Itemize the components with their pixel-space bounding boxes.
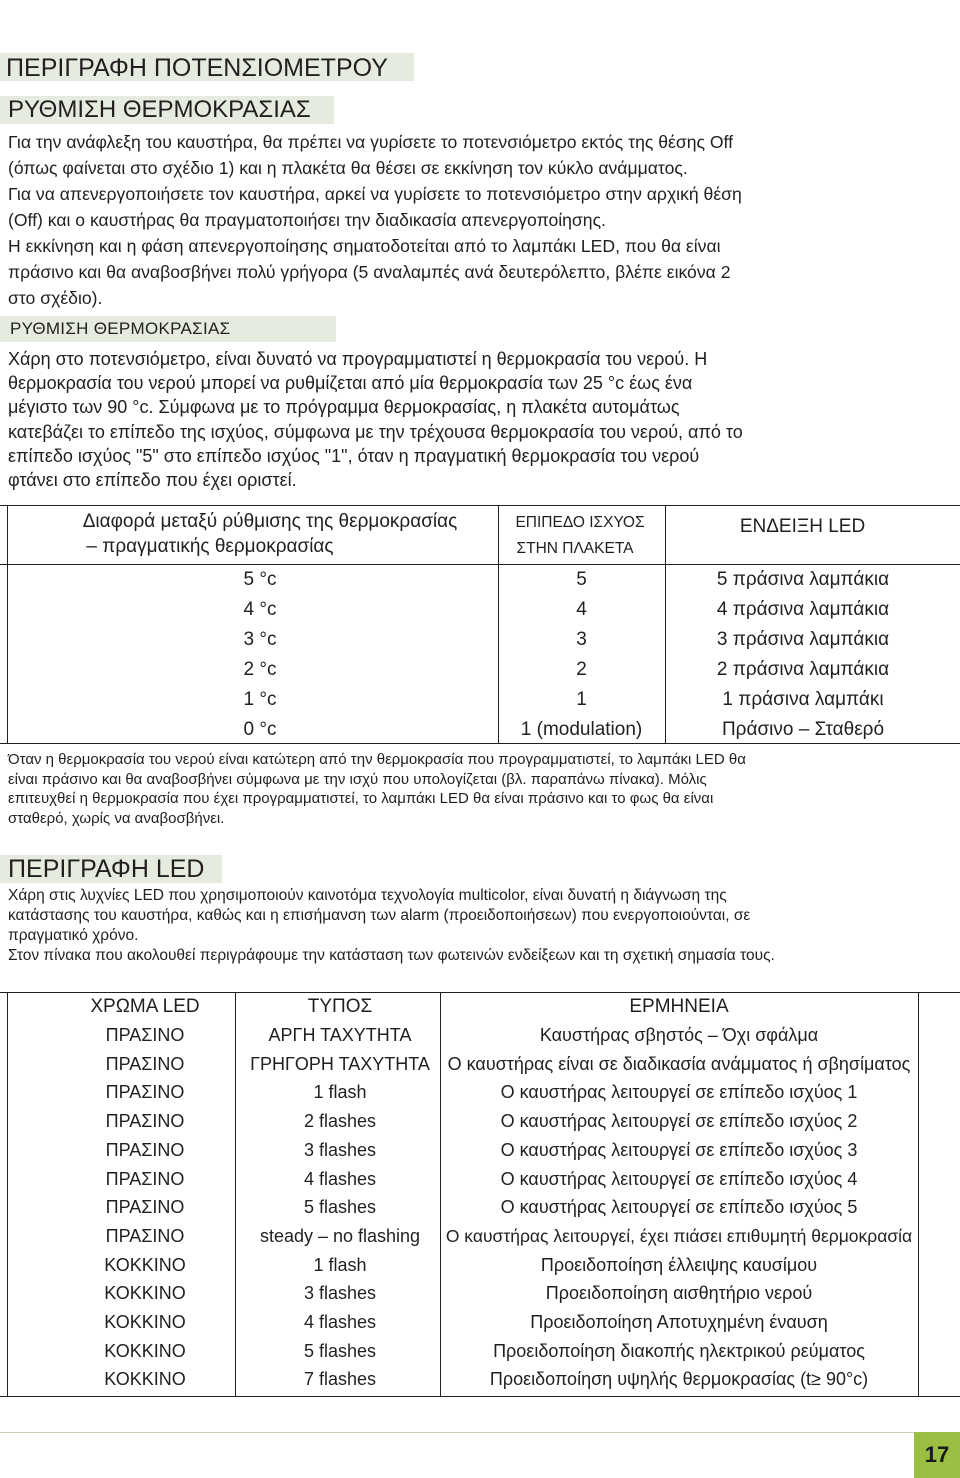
paragraph-line: πραγματικό χρόνο.	[8, 927, 139, 944]
paragraph-line: (Off) και ο καυστήρας θα πραγματοποιήσει την διαδικασία απενεργοποίησης.	[8, 210, 606, 230]
tt-cell: 5	[576, 569, 587, 590]
tt-header-col1-line2: – πραγματικής θερμοκρασίας	[86, 536, 334, 557]
tt-cell: 2 πράσινα λαμπάκια	[716, 659, 890, 680]
tt-cell: 1	[576, 689, 587, 710]
paragraph-line: πράσινο και θα αναβοσβήνει πολύ γρήγορα (5 αναλαμπές ανά δευτερόλεπτο, βλέπε εικόνα 2	[8, 262, 731, 282]
tt-bottom-rule	[0, 743, 960, 744]
lt-cell: Ο καυστήρας λειτουργεί σε επίπεδο ισχύος 1	[500, 1082, 858, 1103]
paragraph-line: Για την ανάφλεξη του καυστήρα, θα πρέπει να γυρίσετε το ποτενσιόμετρο εκτός της θέσης Off	[8, 132, 734, 152]
lt-bottom-rule	[0, 1396, 960, 1397]
lt-vline-left	[7, 992, 8, 1397]
lt-cell: Ο καυστήρας λειτουργεί σε επίπεδο ισχύος 4	[500, 1168, 858, 1189]
paragraph-line: σταθερό, χωρίς να αναβοσβήνει.	[8, 809, 225, 827]
paragraph-line: κατεβάζει το επίπεδο της ισχύος, σύμφωνα με την τρέχουσα θερμοκρασία του νερού, από το	[8, 421, 743, 442]
paragraph-line: Για να απενεργοποιήσετε τον καυστήρα, αρκεί να γυρίσετε το ποτενσιόμετρο στην αρχική θέση	[8, 184, 742, 204]
tt-cell: 1 °c	[243, 689, 277, 710]
tt-cell: 5 πράσινα λαμπάκια	[716, 569, 890, 590]
lt-cell: ΠΡΑΣΙΝΟ	[105, 1053, 185, 1074]
lt-cell: ΠΡΑΣΙΝΟ	[105, 1139, 185, 1160]
lt-cell: 3 flashes	[303, 1139, 377, 1160]
lt-cell: ΠΡΑΣΙΝΟ	[105, 1197, 185, 1218]
lt-cell: 1 flash	[313, 1254, 367, 1275]
lt-cell: 5 flashes	[303, 1197, 377, 1218]
tt-vline-1	[498, 505, 499, 744]
footer-rule	[0, 1432, 914, 1433]
lt-cell: Ο καυστήρας λειτουργεί σε επίπεδο ισχύος 3	[500, 1139, 858, 1160]
tt-cell: 5 °c	[243, 569, 277, 590]
paragraph-line: φτάνει στο επίπεδο που έχει οριστεί.	[8, 470, 297, 490]
lt-cell: ΠΡΑΣΙΝΟ	[105, 1225, 185, 1246]
temperature-table	[0, 505, 960, 745]
lt-cell: ΠΡΑΣΙΝΟ	[105, 1111, 185, 1132]
tt-cell: 4 °c	[243, 599, 277, 620]
lt-cell: ΚΟΚΚΙΝΟ	[104, 1283, 186, 1304]
paragraph-line: μέγιστο των 90 °c. Σύμφωνα με το πρόγραμμα θερμοκρασίας, η πλακέτα αυτομάτως	[8, 397, 680, 418]
lt-cell: 5 flashes	[303, 1340, 377, 1361]
lt-cell: Προειδοποίηση υψηλής θερμοκρασίας (t≥ 90°c)	[489, 1369, 869, 1390]
tt-header-col1-line1: Διαφορά μεταξύ ρύθμισης της θερμοκρασίας	[82, 511, 458, 532]
paragraph-line: Στον πίνακα που ακολουθεί περιγράφουμε την κατάσταση των φωτεινών ενδείξεων και τη σχετική σημασία τους.	[8, 947, 775, 964]
section-title-potentiometer: ΠΕΡΙΓΡΑΦΗ ΠΟΤΕΝΣΙΟΜΕΤΡΟΥ	[0, 53, 414, 81]
lt-header-cell: ΤΥΠΟΣ	[307, 996, 373, 1017]
paragraph-line: επιτευχθεί η θερμοκρασία που έχει προγραμματιστεί, το λαμπάκι LED θα είναι πράσινο και το φως θα είναι	[8, 790, 714, 807]
lt-cell: ΚΟΚΚΙΝΟ	[104, 1254, 186, 1275]
tt-cell: 3	[576, 629, 587, 650]
lt-cell: ΑΡΓΗ ΤΑΧΥΤΗΤΑ	[268, 1025, 412, 1045]
lt-cell: Προειδοποίηση αισθητήριο νερού	[545, 1283, 813, 1304]
lt-cell: ΓΡΗΓΟΡΗ ΤΑΧΥΤΗΤΑ	[250, 1053, 430, 1074]
lt-cell: ΠΡΑΣΙΝΟ	[105, 1025, 185, 1045]
tt-cell: 0 °c	[243, 719, 277, 740]
lt-header-cell: ΧΡΩΜΑ LED	[90, 996, 200, 1017]
paragraph-line: θερμοκρασία του νερού μπορεί να ρυθμίζεται από μία θερμοκρασία των 25 °c έως ένα	[8, 373, 693, 394]
lt-cell: steady – no flashing	[259, 1225, 421, 1246]
paragraph-line: Όταν η θερμοκρασία του νερού είναι κατώτερη από την θερμοκρασία που προγραμματιστεί, το λαμπάκι LED θα	[8, 751, 746, 768]
lt-cell: Ο καυστήρας λειτουργεί σε επίπεδο ισχύος 2	[500, 1111, 858, 1132]
paragraph-line: επίπεδο ισχύος "5" στο επίπεδο ισχύος "1", όταν η πραγματική θερμοκρασία του νερού	[8, 445, 700, 466]
section-subtitle-temperature: ΡΥΘΜΙΣΗ ΘΕΡΜΟΚΡΑΣΙΑΣ	[0, 96, 334, 124]
lt-cell: 4 flashes	[303, 1312, 377, 1332]
paragraph-line: Χάρη στις λυχνίες LED που χρησιμοποιούν καινοτόμα τεχνολογία multicolor, είναι δυνατή η διάγνωση της	[8, 887, 727, 904]
tt-vline-2	[665, 505, 666, 744]
paragraph-line: κατάστασης του καυστήρα, καθώς και η επισήμανση των alarm (προειδοποιήσεων) που ενεργοποιούνται, σε	[8, 907, 751, 924]
paragraph-line: (όπως φαίνεται στο σχέδιο 1) και η πλακέτα θα θέσει σε εκκίνηση τον κύκλο ανάμματος.	[8, 158, 688, 178]
lt-cell: ΠΡΑΣΙΝΟ	[105, 1168, 185, 1189]
paragraph-line: είναι πράσινο και θα αναβοσβήνει σύμφωνα με την ισχύ που υπολογίζεται (βλ. παραπάνω πίνακα). Μόλις	[8, 770, 707, 788]
lt-cell: Καυστήρας σβηστός – Όχι σφάλμα	[539, 1025, 819, 1045]
tt-cell: 1 πράσινα λαμπάκι	[722, 689, 884, 710]
paragraph-line: στο σχέδιο).	[8, 288, 103, 308]
tt-cell: 4	[576, 599, 587, 620]
lt-cell: Ο καυστήρας λειτουργεί σε επίπεδο ισχύος 5	[500, 1197, 858, 1218]
tt-cell: 4 πράσινα λαμπάκια	[716, 599, 890, 620]
tt-header-col2-line2: ΣΤΗΝ ΠΛΑΚΕΤΑ	[516, 540, 634, 557]
tt-cell: 3 °c	[243, 629, 277, 650]
tt-vline-left	[7, 505, 8, 744]
lt-cell: Προειδοποίηση διακοπής ηλεκτρικού ρεύματος	[493, 1340, 865, 1361]
paragraph-line: Η εκκίνηση και η φάση απενεργοποίησης σηματοδοτείται από το λαμπάκι LED, που θα είναι	[8, 236, 721, 256]
lt-cell: ΚΟΚΚΙΝΟ	[104, 1340, 186, 1361]
lt-cell: 3 flashes	[303, 1283, 377, 1304]
lt-top-rule	[0, 992, 960, 993]
tt-cell: 2 °c	[243, 659, 277, 680]
tt-cell: 3 πράσινα λαμπάκια	[716, 629, 890, 650]
section-title-led: ΠΕΡΙΓΡΑΦΗ LED	[0, 855, 222, 883]
lt-cell: ΚΟΚΚΙΝΟ	[104, 1369, 186, 1390]
tt-header-col2-line1: ΕΠΙΠΕΔΟ ΙΣΧΥΟΣ	[515, 514, 645, 531]
lt-cell: Ο καυστήρας λειτουργεί, έχει πιάσει επιθυμητή θερμοκρασία	[445, 1225, 913, 1246]
tt-header-rule	[0, 564, 960, 565]
tt-cell: Πράσινο – Σταθερό	[721, 719, 885, 740]
tt-cell: 1 (modulation)	[520, 719, 643, 740]
section-subtitle-temperature-2: ΡΥΘΜΙΣΗ ΘΕΡΜΟΚΡΑΣΙΑΣ	[0, 316, 336, 342]
page-number: 17	[914, 1432, 960, 1478]
tt-cell: 2	[576, 659, 587, 680]
lt-vline-2	[440, 992, 441, 1397]
lt-header-cell: ΕΡΜΗΝΕΙΑ	[629, 996, 729, 1017]
lt-cell: Προειδοποίηση έλλειψης καυσίμου	[540, 1254, 818, 1275]
lt-cell: 2 flashes	[303, 1111, 377, 1132]
lt-vline-right	[918, 992, 919, 1397]
lt-cell: 4 flashes	[303, 1168, 377, 1189]
tt-top-rule	[0, 505, 960, 506]
lt-cell: Ο καυστήρας είναι σε διαδικασία ανάμματος ή σβησίματος	[447, 1053, 911, 1074]
tt-header-col3: ΕΝΔΕΙΞΗ LED	[739, 516, 866, 537]
lt-cell: 7 flashes	[303, 1369, 377, 1390]
lt-vline-1	[235, 992, 236, 1397]
lt-cell: 1 flash	[313, 1082, 367, 1103]
lt-cell: ΠΡΑΣΙΝΟ	[105, 1082, 185, 1103]
lt-cell: Προειδοποίηση Αποτυχημένη έναυση	[530, 1312, 828, 1332]
lt-cell: ΚΟΚΚΙΝΟ	[104, 1312, 186, 1332]
paragraph-line: Χάρη στο ποτενσιόμετρο, είναι δυνατό να προγραμματιστεί η θερμοκρασία του νερού. Η	[8, 349, 708, 369]
led-table	[0, 992, 960, 1397]
